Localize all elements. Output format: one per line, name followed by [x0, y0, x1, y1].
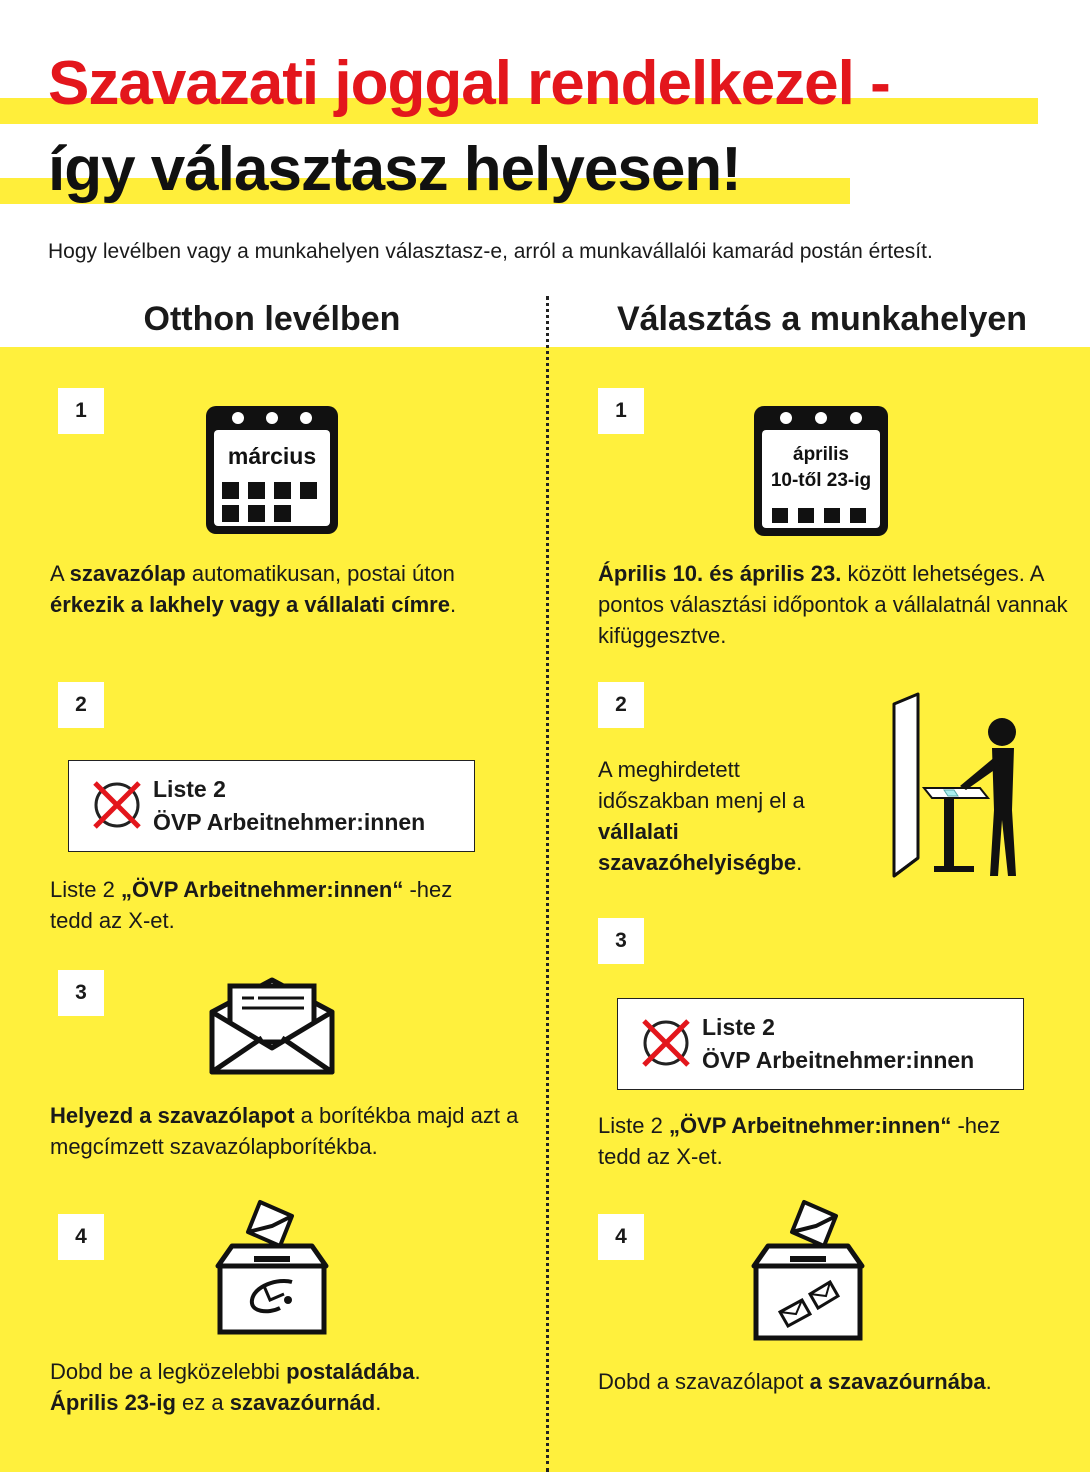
ballot-card — [68, 760, 475, 852]
right-step-2-text: A meghirdetett időszakban menj el a vállalati szavazóhelyiségbe. — [598, 757, 805, 875]
checked-circle-icon — [89, 777, 145, 833]
right-step-4-text: Dobd a szavazólapot a szavazóurnába. — [598, 1369, 992, 1394]
page-title-line2: így választasz helyesen! — [48, 135, 741, 204]
right-step-3-number: 3 — [598, 918, 644, 964]
ballot-list-number: Liste 2 — [153, 776, 226, 802]
checked-circle-icon — [638, 1015, 694, 1071]
right-step-1-number: 1 — [598, 388, 644, 434]
subtitle: Hogy levélben vagy a munkahelyen választasz-e, arról a munkavállalói kamarád postán értesít. — [48, 240, 933, 263]
ballot-list-number: Liste 2 — [702, 1014, 775, 1040]
right-step-1-text: Április 10. és április 23. között lehetséges. A pontos választási időpontok a vállalatnál vannak kifüggesztve. — [598, 561, 1068, 648]
left-step-1-number: 1 — [58, 388, 104, 434]
ballot-card — [617, 998, 1024, 1090]
left-step-4-number: 4 — [58, 1214, 104, 1260]
right-step-4-number: 4 — [598, 1214, 644, 1260]
calendar-icon — [204, 404, 340, 536]
calendar-icon — [752, 404, 890, 538]
page-title-line1: Szavazati joggal rendelkezel - — [48, 49, 890, 118]
voting-booth-icon — [888, 690, 1030, 886]
calendar-month-label: április — [793, 444, 849, 465]
left-step-3-text: Helyezd a szavazólapot a borítékba majd azt a megcímzett szavazólapborítékba. — [50, 1103, 519, 1159]
ballot-party-name: ÖVP Arbeitnehmer:innen — [702, 1047, 975, 1073]
ballot-party-name: ÖVP Arbeitnehmer:innen — [153, 809, 426, 835]
envelope-icon — [208, 976, 336, 1076]
right-step-3-text: Liste 2 „ÖVP Arbeitnehmer:innen“ -hez tedd az X-et. — [598, 1113, 1001, 1169]
column-divider — [546, 296, 549, 1472]
calendar-month-label: március — [227, 443, 317, 469]
left-step-1-text: A szavazólap automatikusan, postai úton érkezik a lakhely vagy a vállalati címre. — [50, 561, 457, 617]
left-step-2-number: 2 — [58, 682, 104, 728]
postbox-icon — [214, 1196, 330, 1336]
ballot-box-icon — [750, 1196, 866, 1342]
calendar-date-range: 10-től 23-ig — [770, 470, 872, 491]
left-step-3-number: 3 — [58, 970, 104, 1016]
right-column-heading: Választás a munkahelyen — [616, 300, 1028, 338]
left-step-2-text: Liste 2 „ÖVP Arbeitnehmer:innen“ -hez tedd az X-et. — [50, 877, 453, 933]
left-column-heading: Otthon levélben — [143, 300, 401, 338]
right-step-2-number: 2 — [598, 682, 644, 728]
left-step-4-text: Dobd be a legközelebbi postaládába. Április 23-ig ez a szavazóurnád. — [50, 1359, 421, 1415]
